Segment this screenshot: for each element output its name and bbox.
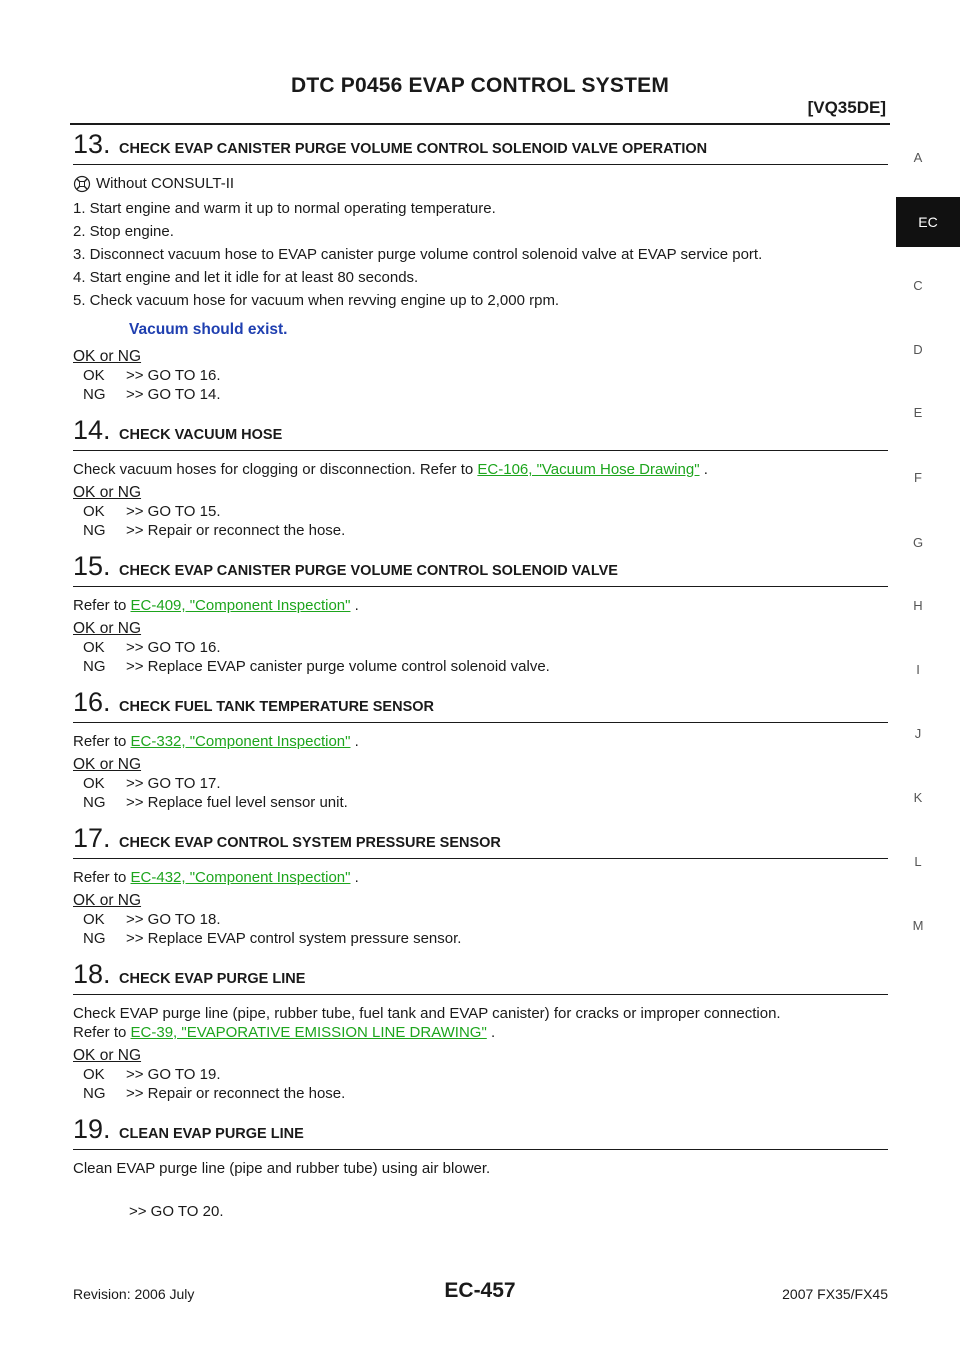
ok-action: >> GO TO 16. xyxy=(126,639,221,656)
no-consult-tool-icon xyxy=(73,175,91,193)
side-index-a[interactable]: A xyxy=(913,150,923,165)
link-suffix: . xyxy=(350,597,359,614)
ng-key: NG xyxy=(83,930,106,947)
step-title: CHECK VACUUM HOSE xyxy=(119,427,283,443)
side-index-c[interactable]: C xyxy=(913,278,923,293)
step-15 xyxy=(73,549,888,676)
side-index-ec-active[interactable]: EC xyxy=(896,197,960,247)
step-13 xyxy=(73,127,888,404)
spec-text: Vacuum should exist. xyxy=(129,321,288,338)
reference-link[interactable]: EC-409, "Component Inspection" xyxy=(130,597,351,614)
ng-key: NG xyxy=(83,658,106,675)
step-title: CLEAN EVAP PURGE LINE xyxy=(119,1126,304,1142)
ng-action: >> GO TO 14. xyxy=(126,386,221,403)
step-text xyxy=(73,460,888,479)
ok-result xyxy=(73,502,888,521)
side-index-g[interactable]: G xyxy=(912,535,924,550)
ng-result xyxy=(73,657,888,676)
step-number: 18. xyxy=(73,959,111,989)
side-index-m[interactable]: M xyxy=(912,918,924,933)
procedure-item: 4. Start engine and let it idle for at least 80 seconds. xyxy=(73,269,419,286)
link-suffix: . xyxy=(699,461,708,478)
step-number: 17. xyxy=(73,823,111,853)
step-17 xyxy=(73,821,888,948)
procedure-list xyxy=(73,199,888,310)
page-title: DTC P0456 EVAP CONTROL SYSTEM xyxy=(290,74,670,97)
reference-link[interactable]: EC-432, "Component Inspection" xyxy=(130,869,351,886)
step-header xyxy=(73,685,888,723)
step-title: CHECK EVAP CANISTER PURGE VOLUME CONTROL SOLENOID VALVE OPERATION xyxy=(119,141,708,157)
step-number: 15. xyxy=(73,551,111,581)
ok-action: >> GO TO 15. xyxy=(126,503,221,520)
engine-code: [VQ35DE] xyxy=(807,98,886,117)
ng-action: >> Replace EVAP canister purge volume control solenoid valve. xyxy=(126,658,550,675)
ok-or-ng-label: OK or NG xyxy=(73,1047,142,1064)
ng-key: NG xyxy=(83,522,106,539)
ng-action: >> Repair or reconnect the hose. xyxy=(126,1085,346,1102)
ok-action: >> GO TO 17. xyxy=(126,775,221,792)
ok-or-ng-label: OK or NG xyxy=(73,484,142,501)
ng-result xyxy=(73,385,888,404)
ok-key: OK xyxy=(83,639,105,656)
step-18 xyxy=(73,957,888,1103)
step-header xyxy=(73,1112,888,1150)
step-text: Check EVAP purge line (pipe, rubber tube, fuel tank and EVAP canister) for cracks or improper connection. xyxy=(73,1005,781,1022)
step-text-body: Refer to xyxy=(73,597,127,614)
step-text xyxy=(73,868,888,887)
ok-result xyxy=(73,774,888,793)
step-number: 14. xyxy=(73,415,111,445)
side-index-i[interactable]: I xyxy=(916,662,920,677)
ng-result xyxy=(73,1084,888,1103)
step-text-body: Refer to xyxy=(73,869,127,886)
step-text-body: Refer to xyxy=(73,1024,127,1041)
ok-action: >> GO TO 18. xyxy=(126,911,221,928)
ok-key: OK xyxy=(83,367,105,384)
step-16 xyxy=(73,685,888,812)
procedure-item: 3. Disconnect vacuum hose to EVAP canister purge volume control solenoid valve at EVAP service port. xyxy=(73,246,763,263)
procedure-item: 2. Stop engine. xyxy=(73,223,174,240)
ok-or-ng-label: OK or NG xyxy=(73,620,142,637)
ng-key: NG xyxy=(83,1085,106,1102)
ng-key: NG xyxy=(83,386,106,403)
step-text xyxy=(73,732,888,751)
step-header xyxy=(73,821,888,859)
ok-result xyxy=(73,910,888,929)
ok-result xyxy=(73,1065,888,1084)
tool-label: Without CONSULT-II xyxy=(96,175,235,192)
step-19 xyxy=(73,1112,888,1221)
link-suffix: . xyxy=(350,869,359,886)
side-index-j[interactable]: J xyxy=(914,726,922,741)
ok-key: OK xyxy=(83,503,105,520)
link-suffix: . xyxy=(486,1024,496,1041)
step-text-body: Refer to xyxy=(73,733,127,750)
side-index xyxy=(890,0,960,1358)
side-index-e[interactable]: E xyxy=(913,405,923,420)
ok-action: >> GO TO 16. xyxy=(126,367,221,384)
ng-key: NG xyxy=(83,794,106,811)
next-step: >> GO TO 20. xyxy=(129,1203,224,1220)
step-header xyxy=(73,413,888,451)
procedure-item: 1. Start engine and warm it up to normal operating temperature. xyxy=(73,200,496,217)
ng-action: >> Repair or reconnect the hose. xyxy=(126,522,346,539)
ng-action: >> Replace EVAP control system pressure sensor. xyxy=(126,930,462,947)
reference-link[interactable]: EC-106, "Vacuum Hose Drawing" xyxy=(477,461,700,478)
reference-link[interactable]: EC-39, "EVAPORATIVE EMISSION LINE DRAWING" xyxy=(130,1024,487,1041)
step-title: CHECK EVAP CONTROL SYSTEM PRESSURE SENSOR xyxy=(119,835,501,851)
reference-link[interactable]: EC-332, "Component Inspection" xyxy=(130,733,351,750)
ok-key: OK xyxy=(83,775,105,792)
step-header xyxy=(73,127,888,165)
step-text-reference xyxy=(73,1023,888,1042)
step-header xyxy=(73,549,888,587)
ng-action: >> Replace fuel level sensor unit. xyxy=(126,794,348,811)
side-index-f[interactable]: F xyxy=(914,470,922,485)
ng-result xyxy=(73,793,888,812)
ok-key: OK xyxy=(83,1066,105,1083)
step-text xyxy=(73,596,888,615)
ok-key: OK xyxy=(83,911,105,928)
step-number: 16. xyxy=(73,687,111,717)
ok-or-ng-label: OK or NG xyxy=(73,892,142,909)
page-content xyxy=(73,127,888,1221)
ok-result xyxy=(73,638,888,657)
side-index-h[interactable]: H xyxy=(913,598,923,613)
ng-result xyxy=(73,929,888,948)
step-14 xyxy=(73,413,888,540)
header-rule xyxy=(70,123,890,125)
side-index-l[interactable]: L xyxy=(914,854,922,869)
footer-revision: Revision: 2006 July xyxy=(73,1286,195,1302)
step-title: CHECK EVAP PURGE LINE xyxy=(119,971,306,987)
step-title: CHECK FUEL TANK TEMPERATURE SENSOR xyxy=(119,699,434,715)
ok-action: >> GO TO 19. xyxy=(126,1066,221,1083)
footer-model: 2007 FX35/FX45 xyxy=(782,1286,888,1302)
step-number: 13. xyxy=(73,129,111,159)
step-text-body: Check vacuum hoses for clogging or disconnection. Refer to xyxy=(73,461,474,478)
link-suffix: . xyxy=(350,733,359,750)
step-title: CHECK EVAP CANISTER PURGE VOLUME CONTROL SOLENOID VALVE xyxy=(119,563,618,579)
side-index-d[interactable]: D xyxy=(913,342,923,357)
procedure-item: 5. Check vacuum hose for vacuum when revving engine up to 2,000 rpm. xyxy=(73,292,560,309)
step-number: 19. xyxy=(73,1114,111,1144)
side-index-k[interactable]: K xyxy=(913,790,923,805)
footer-page-number: EC-457 xyxy=(444,1279,516,1302)
ok-or-ng-label: OK or NG xyxy=(73,756,142,773)
ng-result xyxy=(73,521,888,540)
tool-line xyxy=(73,174,888,193)
step-header xyxy=(73,957,888,995)
step-text: Clean EVAP purge line (pipe and rubber tube) using air blower. xyxy=(73,1160,491,1177)
ok-result xyxy=(73,366,888,385)
ok-or-ng-label: OK or NG xyxy=(73,348,142,365)
